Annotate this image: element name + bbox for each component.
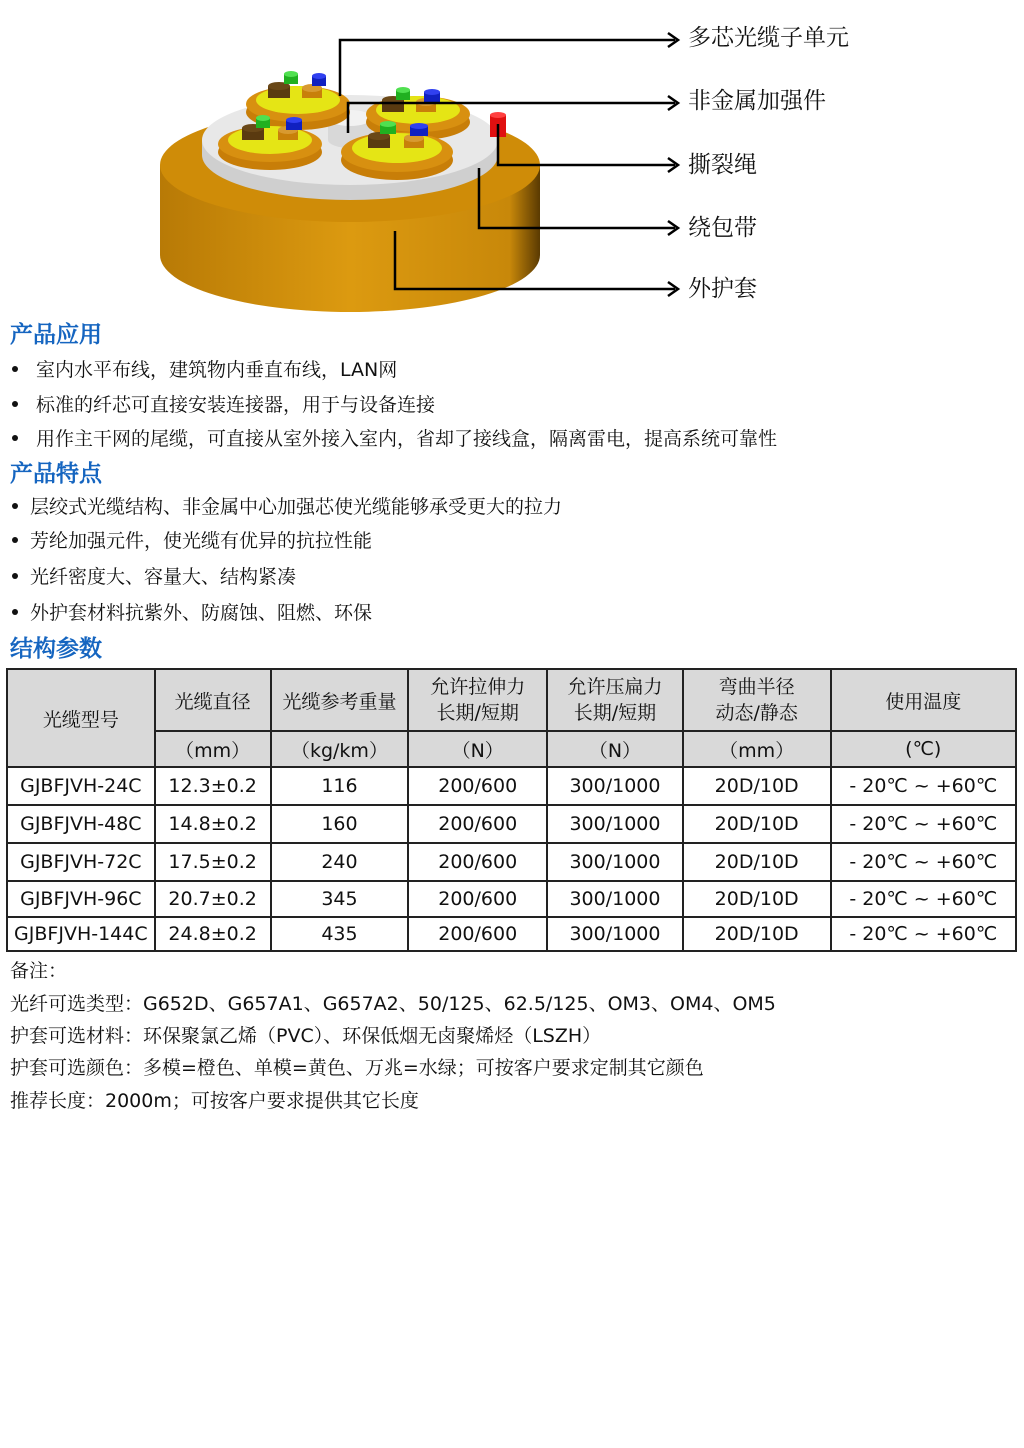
cable-cross-section-diagram — [0, 0, 1024, 320]
cell-weight: 160 — [271, 805, 409, 843]
cell-bend: 20D/10D — [683, 805, 831, 843]
application-item: 用作主干网的尾缆，可直接从室外接入室内，省却了接线盒，隔离雷电，提高系统可靠性 — [12, 426, 777, 452]
feature-item: 层绞式光缆结构、非金属中心加强芯使光缆能够承受更大的拉力 — [12, 494, 562, 520]
callout-tape-label: 绕包带 — [688, 215, 757, 241]
cell-temp: - 20℃ ~ +60℃ — [831, 805, 1016, 843]
cell-bend: 20D/10D — [683, 843, 831, 881]
bullet-icon — [12, 401, 18, 407]
bullet-icon — [12, 537, 18, 543]
bullet-icon — [12, 609, 18, 615]
cell-temp: - 20℃ ~ +60℃ — [831, 881, 1016, 917]
cell-tensile: 200/600 — [408, 843, 547, 881]
feature-item: 光纤密度大、容量大、结构紧凑 — [12, 564, 296, 590]
header-diameter: 光缆直径 — [155, 669, 271, 731]
cell-tensile: 200/600 — [408, 917, 547, 951]
cell-bend: 20D/10D — [683, 881, 831, 917]
cell-diameter: 17.5±0.2 — [155, 843, 271, 881]
note-recommended-length: 推荐长度：2000m；可按客户要求提供其它长度 — [10, 1090, 419, 1112]
note-jacket-color: 护套可选颜色：多模=橙色、单模=黄色、万兆=水绿；可按客户要求定制其它颜色 — [10, 1057, 704, 1079]
cell-tensile: 200/600 — [408, 805, 547, 843]
table-row — [7, 767, 1016, 805]
cell-diameter: 12.3±0.2 — [155, 767, 271, 805]
cell-crush: 300/1000 — [547, 767, 683, 805]
cell-crush: 300/1000 — [547, 881, 683, 917]
cell-tensile: 200/600 — [408, 767, 547, 805]
section-title-application: 产品应用 — [10, 322, 102, 348]
cell-temp: - 20℃ ~ +60℃ — [831, 917, 1016, 951]
cell-diameter: 24.8±0.2 — [155, 917, 271, 951]
cell-model: GJBFJVH-144C — [7, 917, 155, 951]
cable-illustration — [0, 0, 1024, 320]
bullet-icon — [12, 503, 18, 509]
unit-crush: （N） — [547, 731, 683, 767]
table-row — [7, 917, 1016, 951]
bullet-icon — [12, 573, 18, 579]
table-row — [7, 843, 1016, 881]
cell-temp: - 20℃ ~ +60℃ — [831, 767, 1016, 805]
cell-model: GJBFJVH-48C — [7, 805, 155, 843]
cell-model: GJBFJVH-96C — [7, 881, 155, 917]
unit-weight: （kg/km） — [271, 731, 409, 767]
bullet-icon — [12, 435, 18, 441]
header-crush: 允许压扁力 长期/短期 — [547, 669, 683, 731]
cell-model: GJBFJVH-72C — [7, 843, 155, 881]
unit-diameter: （mm） — [155, 731, 271, 767]
section-title-features: 产品特点 — [10, 461, 102, 487]
callout-subunit-label: 多芯光缆子单元 — [688, 25, 849, 51]
cell-crush: 300/1000 — [547, 805, 683, 843]
spec-table — [6, 668, 1017, 952]
callout-jacket-label: 外护套 — [688, 276, 757, 302]
cell-bend: 20D/10D — [683, 767, 831, 805]
note-fiber-types: 光纤可选类型：G652D、G657A1、G657A2、50/125、62.5/125、OM3、OM4、OM5 — [10, 993, 776, 1015]
callout-ripcord-label: 撕裂绳 — [688, 152, 757, 178]
application-item: 标准的纤芯可直接安装连接器，用于与设备连接 — [12, 392, 435, 418]
header-temp: 使用温度 — [831, 669, 1016, 731]
header-bend: 弯曲半径 动态/静态 — [683, 669, 831, 731]
cell-tensile: 200/600 — [408, 881, 547, 917]
callout-strength-member-label: 非金属加强件 — [688, 88, 826, 114]
cell-bend: 20D/10D — [683, 917, 831, 951]
cell-weight: 116 — [271, 767, 409, 805]
cell-crush: 300/1000 — [547, 917, 683, 951]
cell-crush: 300/1000 — [547, 843, 683, 881]
cell-temp: - 20℃ ~ +60℃ — [831, 843, 1016, 881]
table-row — [7, 805, 1016, 843]
bullet-icon — [12, 366, 18, 372]
cell-model: GJBFJVH-24C — [7, 767, 155, 805]
table-row — [7, 881, 1016, 917]
note-jacket-material: 护套可选材料：环保聚氯乙烯（PVC）、环保低烟无卤聚烯烃（LSZH） — [10, 1025, 602, 1047]
cell-diameter: 14.8±0.2 — [155, 805, 271, 843]
header-tensile: 允许拉伸力 长期/短期 — [408, 669, 547, 731]
cell-weight: 240 — [271, 843, 409, 881]
feature-item: 芳纶加强元件，使光缆有优异的抗拉性能 — [12, 528, 372, 554]
header-weight: 光缆参考重量 — [271, 669, 409, 731]
unit-bend: （mm） — [683, 731, 831, 767]
cell-weight: 435 — [271, 917, 409, 951]
header-model: 光缆型号 — [7, 669, 155, 767]
unit-tensile: （N） — [408, 731, 547, 767]
feature-item: 外护套材料抗紫外、防腐蚀、阻燃、环保 — [12, 600, 372, 626]
notes-title: 备注： — [10, 960, 68, 982]
table-units-row — [7, 731, 1016, 767]
section-title-structure: 结构参数 — [10, 636, 102, 662]
application-item: 室内水平布线，建筑物内垂直布线，LAN网 — [12, 357, 397, 383]
cell-diameter: 20.7±0.2 — [155, 881, 271, 917]
table-header-row — [7, 669, 1016, 731]
cell-weight: 345 — [271, 881, 409, 917]
unit-temp: (℃) — [831, 731, 1016, 767]
